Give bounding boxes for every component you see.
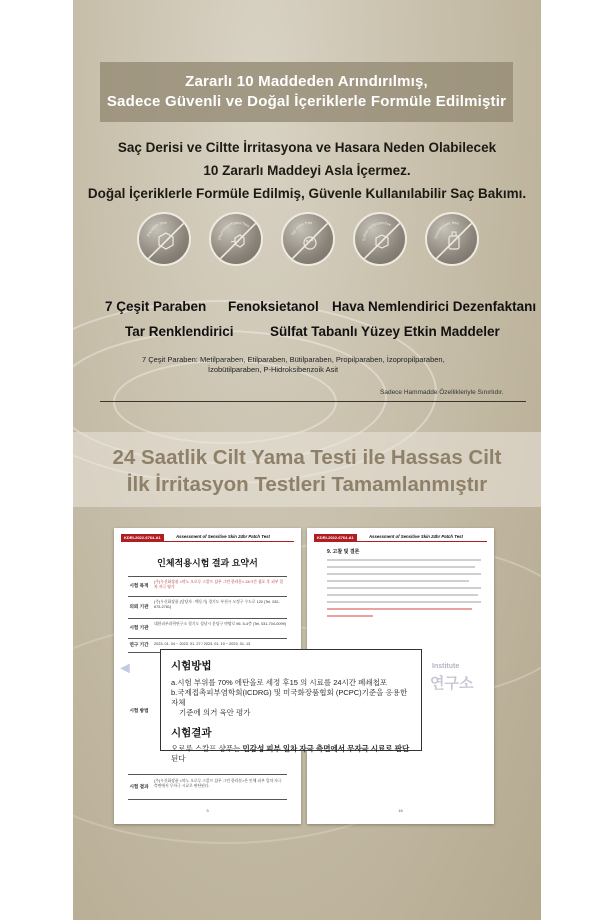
page-number: 16 bbox=[398, 808, 403, 813]
table-row: 연구 기간 2023. 01. 04 ~ 2023. 01. 27 / 2023. 01. 10 ~ 2023. 01. 13 bbox=[128, 638, 287, 651]
test-heading-line2: İlk İrritasyon Testleri Tamamlanmıştır bbox=[126, 473, 488, 496]
svg-text:Phenoxyethanol free bbox=[217, 220, 251, 240]
banner-title-line1: Zararlı 10 Maddeden Arındırılmış, bbox=[185, 73, 428, 90]
intro-line2: 10 Zararlı Maddeyi Asla İçermez. bbox=[203, 163, 411, 178]
ingredient-tar: Tar Renklendirici bbox=[125, 324, 234, 339]
method-a: a.시험 부위를 70% 에탄올로 세정 후15 의 시료를 24시간 폐쇄첩포 bbox=[171, 678, 388, 687]
report-header: Assessment of Sensitive Skin 24hr Patch Test bbox=[176, 534, 270, 539]
method-b-line1: b.국제접촉피부염학회(ICDRG) 및 미국화장품협회 (PCPC)기준을 응용한 자체 bbox=[171, 688, 408, 707]
report-header: Assessment of Sensitive Skin 24hr Patch Test bbox=[369, 534, 463, 539]
ingredient-disinfectant: Hava Nemlendirici Dezenfaktanı bbox=[332, 299, 537, 314]
intro-line1: Saç Derisi ve Ciltte İrritasyona ve Hasara Neden Olabilecek bbox=[117, 140, 497, 155]
report-header-rule bbox=[121, 541, 294, 542]
paraben-note-line1: 7 Çeşit Paraben: Metilparaben, Etilparaben, Bütilparaben, Propilparaben, İzopropilparaben, bbox=[142, 355, 445, 364]
report-code: KDRI-2022-6764-A1 bbox=[314, 534, 357, 541]
table-row: 의뢰 기관 (주)우신화장품 (담당자 : 백동기) 경기도 부천시 오정구 수도로 120 (Tel. 032-675-2761) bbox=[128, 596, 287, 617]
report-section-title: 9. 고찰 및 결론 bbox=[327, 549, 360, 555]
icon-caption: Paraben free bbox=[145, 219, 167, 238]
method-title: 시험방법 bbox=[171, 660, 212, 672]
test-summary-box bbox=[160, 649, 422, 763]
icon-caption: Disinfectant free bbox=[433, 219, 460, 240]
method-b-line2: 기준에 의거 육안 평가 bbox=[179, 708, 251, 717]
icon-caption: Phenoxyethanol free bbox=[217, 219, 251, 241]
table-row: 시험 방법 bbox=[128, 652, 287, 773]
tar-color-free-icon bbox=[281, 212, 335, 266]
report-title: 인체적용시험 결과 요약서 bbox=[157, 558, 258, 568]
header-banner bbox=[100, 62, 513, 122]
test-heading-line1: 24 Saatlik Cilt Yama Testi ile Hassas Cilt bbox=[112, 446, 502, 469]
intro-line3: Doğal İçeriklerle Formüle Edilmiş, Güvenle Kullanılabilir Saç Bakımı. bbox=[87, 186, 527, 201]
result-title: 시험결과 bbox=[171, 727, 212, 739]
report-body-text bbox=[327, 559, 481, 622]
phenoxyethanol-free-icon bbox=[209, 212, 263, 266]
divider bbox=[100, 401, 526, 402]
paraben-free-icon bbox=[137, 212, 191, 266]
table-row: 시험 결과 (주)우신화장품 <약노 오로루 스칼프 샴푸 그린 한라분>은 인체 피부 일차 자극 측면에서 무자극 시료로 판단된다. bbox=[128, 774, 287, 800]
ingredient-sulfate: Sülfat Tabanlı Yüzey Etkin Maddeler bbox=[270, 324, 500, 339]
disinfectant-free-icon bbox=[425, 212, 479, 266]
page-number: 3 bbox=[206, 808, 209, 813]
table-row: 시험 기관 대한피부과학연구소 경기도 성남시 분당구 야탑로 96, 5-4층 (Tel. 031-704-0099) bbox=[128, 618, 287, 637]
watermark-text-ko: 연구소 bbox=[430, 675, 474, 692]
sulfate-surfactant-free-icon bbox=[353, 212, 407, 266]
ingredient-phenoxyethanol: Fenoksietanol bbox=[228, 299, 319, 314]
banner-title-line2: Sadece Güvenli ve Doğal İçeriklerle Formüle Edilmiştir bbox=[106, 93, 507, 110]
table-row: 시험 목적 (주)우신화장품 <약노 오로루 스칼프 샴푸 그린 한라분> 24시간 첩포 후 피부 일차 자극 평가 bbox=[128, 576, 287, 595]
report-header-rule bbox=[314, 541, 487, 542]
restriction-note: Sadece Hammadde Özellikleriyle Sınırlıdır. bbox=[380, 389, 504, 396]
institute-logo-icon: ◄ bbox=[117, 660, 133, 677]
result-text: 오로루 스칼프 샴푸는 민감성 피부 일차 자극 측면에서 무자극 시료로 판단된다 bbox=[171, 744, 410, 763]
watermark-text: Institute bbox=[432, 663, 460, 670]
ingredient-paraben: 7 Çeşit Paraben bbox=[105, 299, 207, 314]
paraben-note-line2: İzobütilparaben, P-Hidroksibenzoik Asit bbox=[208, 365, 339, 374]
icon-caption: Tar color free bbox=[290, 219, 313, 237]
icon-caption: Sulfate surfactant free bbox=[361, 220, 392, 242]
svg-text:Tar color free bbox=[290, 220, 313, 236]
report-code: KDRI-2022-6764-A1 bbox=[121, 534, 164, 541]
